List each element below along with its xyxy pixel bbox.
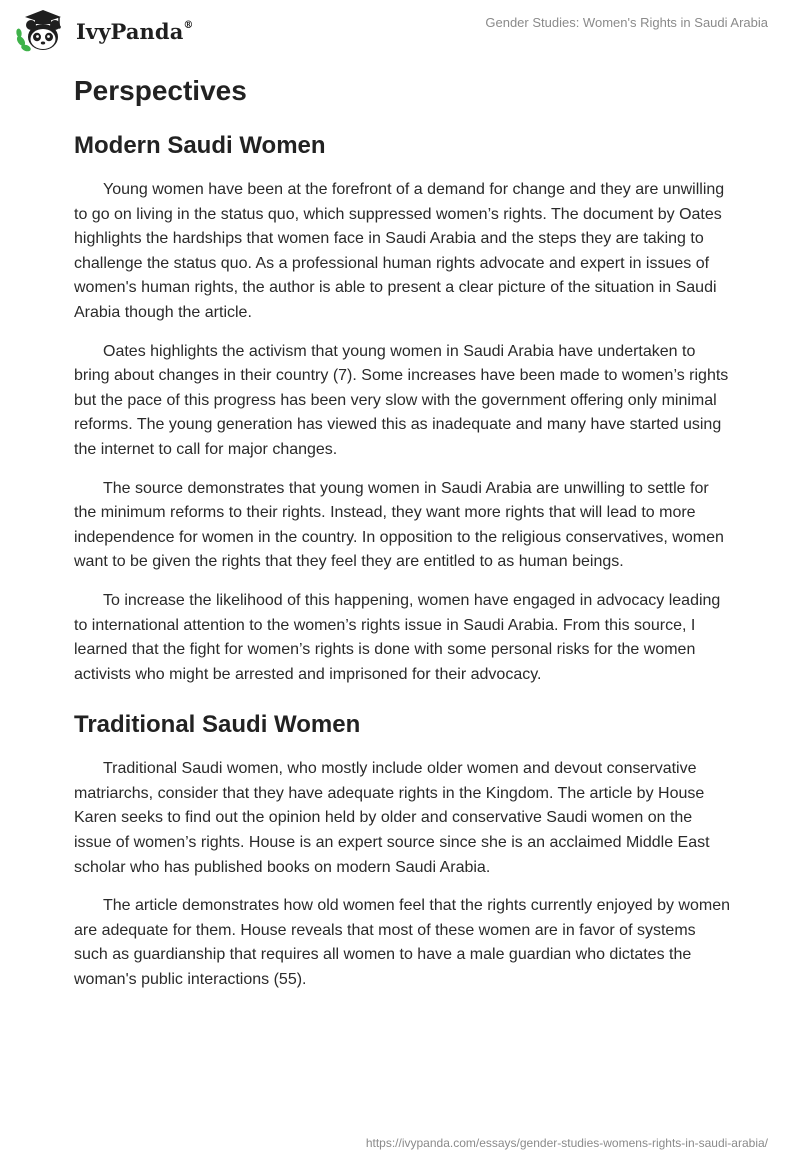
page-title: Perspectives xyxy=(74,75,247,106)
article-body xyxy=(74,72,730,993)
section-heading-traditional: Traditional Saudi Women xyxy=(74,711,361,739)
registered-mark: ® xyxy=(183,19,194,31)
paragraph: The source demonstrates that young women in Saudi Arabia are unwilling to settle for the minimum reforms to their rights. Instead, they want more rights that will lead to more independence for women in the country. In opposition to the religious conservatives, women want to be given the rights that they feel they are entitled to as human beings. xyxy=(74,479,724,571)
paragraph: To increase the likelihood of this happening, women have engaged in advocacy leading to international attention to the women’s rights issue in Saudi Arabia. From this source, I learned that the fight for women’s rights is done with some personal risks for the women activists who might be arrested and imprisoned for their advocacy. xyxy=(74,591,721,683)
logo-wordmark: IvyPanda® xyxy=(76,18,194,44)
paragraph: The article demonstrates how old women feel that the rights currently enjoyed by women are adequate for them. House reveals that most of these women are in favor of systems such as guardianship that requires all women to have a male guardian who dictates the woman's public interactions (55). xyxy=(74,897,730,989)
document-title: Gender Studies: Women's Rights in Saudi Arabia xyxy=(485,15,768,30)
ivypanda-logo[interactable] xyxy=(14,8,194,54)
source-url[interactable]: https://ivypanda.com/essays/gender-studies-womens-rights-in-saudi-arabia/ xyxy=(365,1136,768,1150)
panda-graduate-icon xyxy=(14,8,72,54)
page-header xyxy=(0,0,800,66)
section-heading-modern: Modern Saudi Women xyxy=(74,132,326,159)
paragraph: Oates highlights the activism that young women in Saudi Arabia have undertaken to bring about changes in their country (7). Some increases have been made to women’s rights but the pace of this progress has been very slow with the government offering only minimal reforms. The young generation has viewed this as inadequate and many have started using the internet to call for major changes. xyxy=(74,342,729,458)
paragraph: Young women have been at the forefront of a demand for change and they are unwilling to go on living in the status quo, which suppressed women’s rights. The document by Oates highlights the hardships that women face in Saudi Arabia and the steps they are taking to challenge the status quo. As a professional human rights advocate and expert in issues of women's human rights, the author is able to present a clear picture of the situation in Saudi Arabia though the article. xyxy=(74,181,725,321)
paragraph: Traditional Saudi women, who mostly include older women and devout conservative matriarchs, consider that they have adequate rights in the Kingdom. The article by House Karen seeks to find out the opinion held by older and conservative Saudi women on the issue of women’s rights. House is an expert source since she is an acclaimed Middle East scholar who has published books on modern Saudi Arabia. xyxy=(74,760,710,876)
